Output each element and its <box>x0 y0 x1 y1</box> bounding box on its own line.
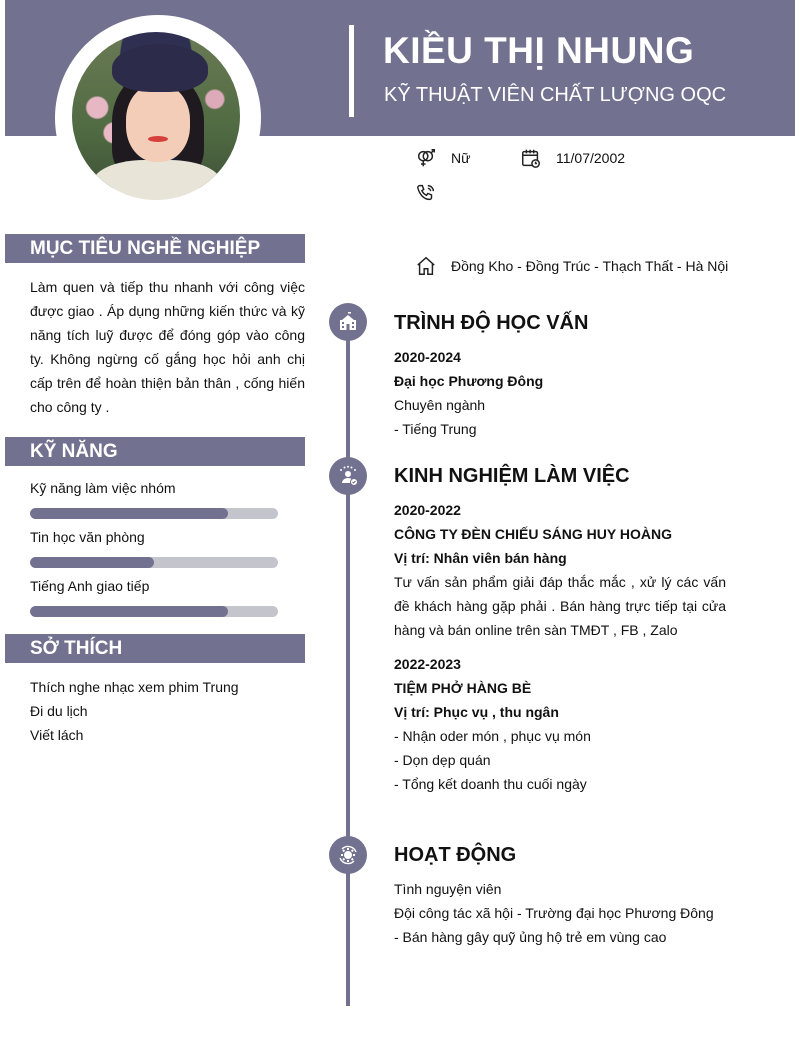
team-rating-icon <box>329 457 367 495</box>
job-position: Vị trí: Phục vụ , thu ngân <box>394 704 559 720</box>
skills-heading: KỸ NĂNG <box>5 437 305 466</box>
timeline-line <box>346 305 350 1006</box>
birthday-value: 11/07/2002 <box>556 150 626 166</box>
activities-heading: HOẠT ĐỘNG <box>394 844 517 866</box>
gender-value: Nữ <box>451 150 471 166</box>
skill-label: Kỹ năng làm việc nhóm <box>30 480 176 496</box>
skill-item <box>30 529 278 568</box>
skill-label: Tiếng Anh giao tiếp <box>30 578 150 594</box>
address-row <box>415 255 728 277</box>
birthday-row <box>520 147 625 169</box>
avatar <box>72 32 240 200</box>
activity-item: - Bán hàng gây quỹ ủng hộ trẻ em vùng cao <box>394 929 667 945</box>
job-company: CÔNG TY ĐÈN CHIẾU SÁNG HUY HOÀNG <box>394 526 672 542</box>
objective-heading: MỤC TIÊU NGHỀ NGHIỆP <box>5 234 305 263</box>
job-period: 2020-2022 <box>394 502 461 518</box>
skill-bar-fill <box>30 508 228 519</box>
skill-bar-track <box>30 508 278 519</box>
home-icon <box>415 255 437 277</box>
education-heading: TRÌNH ĐỘ HỌC VẤN <box>394 312 589 334</box>
calendar-icon <box>520 147 542 169</box>
job-position: Vị trí: Nhân viên bán hàng <box>394 550 567 566</box>
school-icon <box>329 303 367 341</box>
job-duty: - Tổng kết doanh thu cuối ngày <box>394 776 587 792</box>
experience-job <box>394 652 726 796</box>
hobby-item: Đi du lịch <box>30 703 88 719</box>
gender-row <box>415 147 470 169</box>
experience-heading: KINH NGHIỆM LÀM VIỆC <box>394 465 630 487</box>
education-period: 2020-2024 <box>394 349 461 365</box>
skill-bar-track <box>30 557 278 568</box>
education-school: Đại học Phương Đông <box>394 373 544 389</box>
education-block <box>394 345 726 441</box>
candidate-name: KIỀU THỊ NHUNG <box>383 30 695 71</box>
job-title: KỸ THUẬT VIÊN CHẤT LƯỢNG OQC <box>384 84 727 106</box>
job-duty: - Nhận oder món , phục vụ món <box>394 728 591 744</box>
address-value: Đồng Kho - Đồng Trúc - Thạch Thất - Hà Nội <box>451 258 729 274</box>
hobbies-list <box>30 675 239 747</box>
phone-row <box>415 182 451 204</box>
hobby-item: Viết lách <box>30 727 84 743</box>
activity-item: Đội công tác xã hội - Trường đại học Phương Đông <box>394 905 714 921</box>
activities-block <box>394 877 754 949</box>
skill-item <box>30 578 278 617</box>
education-major-label: Chuyên ngành <box>394 397 486 413</box>
job-company: TIỆM PHỞ HÀNG BÈ <box>394 680 532 696</box>
header-divider <box>349 25 354 117</box>
hobbies-heading: SỞ THÍCH <box>5 634 305 663</box>
hobby-item: Thích nghe nhạc xem phim Trung <box>30 679 239 695</box>
skill-bar-track <box>30 606 278 617</box>
phone-icon <box>415 182 437 204</box>
experience-job <box>394 498 726 642</box>
skill-bar-fill <box>30 606 228 617</box>
skill-bar-fill <box>30 557 154 568</box>
activity-item: Tình nguyện viên <box>394 881 502 897</box>
job-period: 2022-2023 <box>394 656 461 672</box>
education-major: - Tiếng Trung <box>394 421 477 437</box>
gear-cycle-icon <box>329 836 367 874</box>
job-description: Tư vấn sản phẩm giải đáp thắc mắc , xử lý các vấn đề khách hàng gặp phải . Bán hàng trực tiếp tại cửa hàng và bán online trên sàn TMĐT , FB , Zalo <box>394 574 726 638</box>
objective-text: Làm quen và tiếp thu nhanh với công việc được giao . Áp dụng những kiến thức và kỹ năng tích luỹ được để đóng góp vào công ty. Không ngừng cố gắng học hỏi anh chị cấp trên để hoàn thiện bản thân , cống hiến cho công ty . <box>30 279 305 415</box>
skill-label: Tin học văn phòng <box>30 529 145 545</box>
job-duty: - Dọn dẹp quán <box>394 752 491 768</box>
skill-item <box>30 480 278 519</box>
gender-icon <box>415 147 437 169</box>
